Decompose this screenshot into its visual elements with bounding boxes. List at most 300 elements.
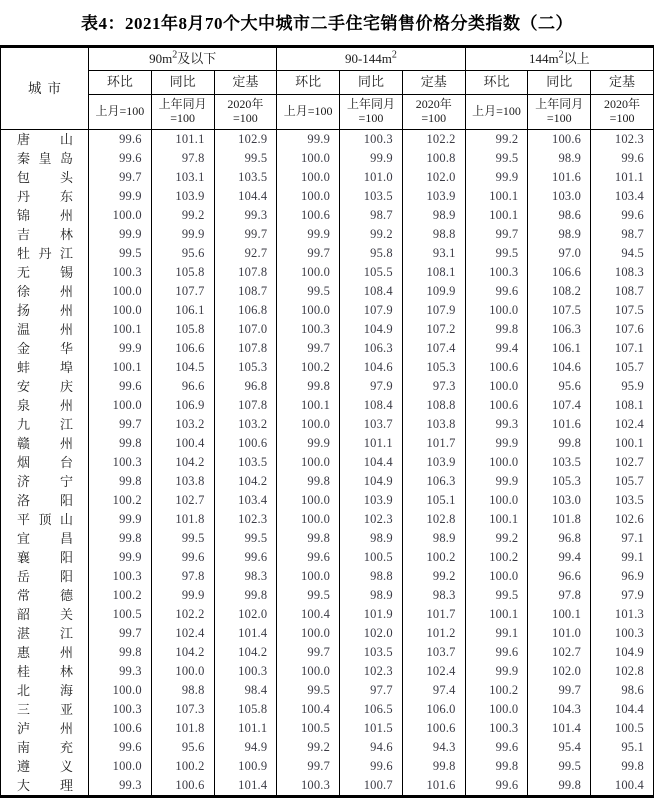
city-cell bbox=[1, 719, 89, 738]
city-cell bbox=[1, 434, 89, 453]
index-value-cell: 100.0 bbox=[465, 491, 528, 510]
city-name: 丹东 bbox=[17, 188, 73, 204]
city-cell bbox=[1, 282, 89, 301]
index-value-cell: 99.8 bbox=[591, 757, 654, 776]
index-value-cell: 100.9 bbox=[214, 757, 277, 776]
city-name: 常德 bbox=[17, 587, 73, 603]
size-group-header: $90-144m^2$ bbox=[277, 47, 465, 71]
index-value-cell: 102.2 bbox=[402, 130, 465, 150]
index-value-cell: 99.6 bbox=[591, 149, 654, 168]
index-value-cell: 99.6 bbox=[465, 282, 528, 301]
index-value-cell: 103.9 bbox=[402, 187, 465, 206]
index-value-cell: 101.3 bbox=[591, 605, 654, 624]
index-value-cell: 99.9 bbox=[89, 225, 152, 244]
city-cell bbox=[1, 776, 89, 797]
index-value-cell: 99.5 bbox=[277, 681, 340, 700]
index-value-cell: 99.9 bbox=[465, 434, 528, 453]
index-value-cell: 99.9 bbox=[277, 225, 340, 244]
table-row bbox=[1, 776, 654, 797]
index-value-cell: 101.0 bbox=[528, 624, 591, 643]
index-value-cell: 99.5 bbox=[277, 282, 340, 301]
index-value-cell: 95.6 bbox=[151, 244, 214, 263]
city-cell bbox=[1, 510, 89, 529]
index-value-cell: 100.0 bbox=[277, 301, 340, 320]
index-value-cell: 103.9 bbox=[340, 491, 403, 510]
city-name: 烟台 bbox=[17, 454, 73, 470]
index-value-cell: 104.2 bbox=[214, 643, 277, 662]
table-row bbox=[1, 662, 654, 681]
index-value-cell: 99.2 bbox=[277, 738, 340, 757]
index-value-cell: 108.7 bbox=[591, 282, 654, 301]
index-value-cell: 100.3 bbox=[465, 263, 528, 282]
index-value-cell: 94.9 bbox=[214, 738, 277, 757]
index-value-cell: 98.9 bbox=[340, 586, 403, 605]
index-value-cell: 99.6 bbox=[214, 548, 277, 567]
table-row bbox=[1, 339, 654, 358]
table-row bbox=[1, 738, 654, 757]
index-value-cell: 98.6 bbox=[591, 681, 654, 700]
index-value-cell: 102.3 bbox=[340, 510, 403, 529]
index-value-cell: 100.2 bbox=[151, 757, 214, 776]
base-period-header: 上月=100 bbox=[89, 95, 152, 130]
index-value-cell: 108.4 bbox=[340, 396, 403, 415]
index-value-cell: 100.0 bbox=[277, 567, 340, 586]
table-row bbox=[1, 263, 654, 282]
city-name: 牡丹江 bbox=[17, 245, 73, 261]
index-value-cell: 103.7 bbox=[340, 415, 403, 434]
index-value-cell: 100.0 bbox=[277, 187, 340, 206]
city-name: 大理 bbox=[17, 777, 73, 793]
index-value-cell: 100.0 bbox=[89, 282, 152, 301]
index-value-cell: 107.8 bbox=[214, 263, 277, 282]
index-value-cell: 103.5 bbox=[340, 643, 403, 662]
city-name: 金华 bbox=[17, 340, 73, 356]
index-value-cell: 100.0 bbox=[277, 149, 340, 168]
index-value-cell: 100.0 bbox=[277, 491, 340, 510]
index-value-cell: 104.2 bbox=[151, 453, 214, 472]
index-value-cell: 94.5 bbox=[591, 244, 654, 263]
index-value-cell: 98.8 bbox=[340, 567, 403, 586]
index-value-cell: 98.4 bbox=[214, 681, 277, 700]
index-value-cell: 98.8 bbox=[402, 225, 465, 244]
table-row bbox=[1, 605, 654, 624]
city-name: 平顶山 bbox=[17, 511, 73, 527]
index-value-cell: 102.4 bbox=[151, 624, 214, 643]
index-value-cell: 93.1 bbox=[402, 244, 465, 263]
index-value-cell: 97.9 bbox=[340, 377, 403, 396]
index-value-cell: 102.3 bbox=[214, 510, 277, 529]
index-value-cell: 100.0 bbox=[277, 624, 340, 643]
table-body bbox=[1, 130, 654, 797]
city-name: 温州 bbox=[17, 321, 73, 337]
index-value-cell: 100.0 bbox=[89, 301, 152, 320]
table-row bbox=[1, 206, 654, 225]
index-value-cell: 107.4 bbox=[402, 339, 465, 358]
metric-header: 环比 bbox=[465, 71, 528, 95]
index-value-cell: 107.3 bbox=[151, 700, 214, 719]
index-value-cell: 100.0 bbox=[89, 206, 152, 225]
city-name: 赣州 bbox=[17, 435, 73, 451]
size-group-header: $144m^2$以上 bbox=[465, 47, 653, 71]
city-cell bbox=[1, 377, 89, 396]
table-row bbox=[1, 377, 654, 396]
table-row bbox=[1, 529, 654, 548]
index-value-cell: 100.6 bbox=[89, 719, 152, 738]
index-value-cell: 100.6 bbox=[214, 434, 277, 453]
index-value-cell: 99.7 bbox=[277, 643, 340, 662]
index-value-cell: 99.1 bbox=[591, 548, 654, 567]
city-name: 包头 bbox=[17, 169, 73, 185]
index-value-cell: 99.6 bbox=[277, 548, 340, 567]
table-row bbox=[1, 681, 654, 700]
city-name: 三亚 bbox=[17, 701, 73, 717]
index-value-cell: 99.8 bbox=[277, 377, 340, 396]
index-value-cell: 100.2 bbox=[465, 681, 528, 700]
index-value-cell: 104.6 bbox=[528, 358, 591, 377]
index-value-cell: 100.3 bbox=[89, 567, 152, 586]
index-value-cell: 99.2 bbox=[402, 567, 465, 586]
index-value-cell: 101.4 bbox=[214, 776, 277, 797]
table-row bbox=[1, 225, 654, 244]
index-value-cell: 101.4 bbox=[214, 624, 277, 643]
index-value-cell: 100.5 bbox=[277, 719, 340, 738]
index-value-cell: 100.5 bbox=[340, 548, 403, 567]
base-period-header: 2020年=100 bbox=[591, 95, 654, 130]
index-value-cell: 104.9 bbox=[340, 320, 403, 339]
city-cell bbox=[1, 548, 89, 567]
city-name: 吉林 bbox=[17, 226, 73, 242]
index-value-cell: 103.5 bbox=[214, 453, 277, 472]
city-name: 锦州 bbox=[17, 207, 73, 223]
index-value-cell: 100.1 bbox=[465, 510, 528, 529]
index-value-cell: 100.1 bbox=[89, 358, 152, 377]
index-value-cell: 107.4 bbox=[528, 396, 591, 415]
index-value-cell: 99.3 bbox=[465, 415, 528, 434]
index-value-cell: 103.9 bbox=[402, 453, 465, 472]
index-value-cell: 99.1 bbox=[465, 624, 528, 643]
index-value-cell: 99.8 bbox=[402, 757, 465, 776]
index-value-cell: 99.8 bbox=[214, 586, 277, 605]
index-value-cell: 104.3 bbox=[528, 700, 591, 719]
index-value-cell: 105.5 bbox=[340, 263, 403, 282]
index-value-cell: 100.1 bbox=[89, 320, 152, 339]
index-value-cell: 96.8 bbox=[528, 529, 591, 548]
index-value-cell: 107.8 bbox=[214, 339, 277, 358]
index-value-cell: 95.6 bbox=[151, 738, 214, 757]
index-value-cell: 102.3 bbox=[340, 662, 403, 681]
city-name: 秦皇岛 bbox=[17, 150, 73, 166]
index-value-cell: 107.5 bbox=[528, 301, 591, 320]
index-value-cell: 100.6 bbox=[528, 130, 591, 150]
city-name: 洛阳 bbox=[17, 492, 73, 508]
index-value-cell: 100.0 bbox=[89, 396, 152, 415]
index-value-cell: 101.1 bbox=[340, 434, 403, 453]
index-value-cell: 100.5 bbox=[591, 719, 654, 738]
index-value-cell: 101.6 bbox=[402, 776, 465, 797]
index-value-cell: 99.6 bbox=[89, 149, 152, 168]
index-value-cell: 102.7 bbox=[528, 643, 591, 662]
index-value-cell: 99.7 bbox=[89, 168, 152, 187]
index-value-cell: 97.8 bbox=[151, 567, 214, 586]
index-value-cell: 103.0 bbox=[528, 491, 591, 510]
index-value-cell: 99.6 bbox=[89, 377, 152, 396]
index-value-cell: 101.6 bbox=[528, 415, 591, 434]
index-value-cell: 104.9 bbox=[340, 472, 403, 491]
base-period-header: 上年同月=100 bbox=[151, 95, 214, 130]
index-value-cell: 99.9 bbox=[151, 586, 214, 605]
city-cell bbox=[1, 605, 89, 624]
index-value-cell: 102.0 bbox=[214, 605, 277, 624]
index-value-cell: 100.0 bbox=[277, 263, 340, 282]
index-value-cell: 99.8 bbox=[89, 529, 152, 548]
table-row bbox=[1, 548, 654, 567]
index-value-cell: 105.1 bbox=[402, 491, 465, 510]
index-value-cell: 108.8 bbox=[402, 396, 465, 415]
city-name: 湛江 bbox=[17, 625, 73, 641]
index-value-cell: 99.6 bbox=[591, 206, 654, 225]
index-value-cell: 107.9 bbox=[402, 301, 465, 320]
metric-header: 定基 bbox=[591, 71, 654, 95]
metric-header: 环比 bbox=[277, 71, 340, 95]
metric-header: 同比 bbox=[340, 71, 403, 95]
table-row bbox=[1, 168, 654, 187]
table-row bbox=[1, 149, 654, 168]
index-value-cell: 106.3 bbox=[402, 472, 465, 491]
index-value-cell: 100.2 bbox=[402, 548, 465, 567]
index-value-cell: 103.0 bbox=[528, 187, 591, 206]
table-row bbox=[1, 624, 654, 643]
index-value-cell: 106.5 bbox=[340, 700, 403, 719]
index-value-cell: 104.4 bbox=[214, 187, 277, 206]
index-value-cell: 97.8 bbox=[151, 149, 214, 168]
table-row bbox=[1, 396, 654, 415]
index-value-cell: 100.3 bbox=[89, 700, 152, 719]
index-value-cell: 99.7 bbox=[89, 624, 152, 643]
index-value-cell: 100.4 bbox=[277, 700, 340, 719]
index-value-cell: 106.6 bbox=[528, 263, 591, 282]
index-value-cell: 106.3 bbox=[528, 320, 591, 339]
index-value-cell: 100.5 bbox=[89, 605, 152, 624]
index-value-cell: 100.1 bbox=[465, 187, 528, 206]
city-name: 桂林 bbox=[17, 663, 73, 679]
index-value-cell: 98.9 bbox=[528, 225, 591, 244]
city-cell bbox=[1, 700, 89, 719]
index-value-cell: 103.2 bbox=[151, 415, 214, 434]
index-value-cell: 99.5 bbox=[214, 149, 277, 168]
index-value-cell: 99.7 bbox=[465, 225, 528, 244]
index-value-cell: 102.4 bbox=[591, 415, 654, 434]
city-name: 唐山 bbox=[17, 131, 73, 147]
table-row bbox=[1, 719, 654, 738]
index-value-cell: 102.2 bbox=[151, 605, 214, 624]
index-value-cell: 100.4 bbox=[151, 434, 214, 453]
index-value-cell: 99.9 bbox=[151, 225, 214, 244]
table-row bbox=[1, 187, 654, 206]
city-name: 蚌埠 bbox=[17, 359, 73, 375]
index-value-cell: 100.0 bbox=[277, 662, 340, 681]
index-value-cell: 105.7 bbox=[591, 358, 654, 377]
index-value-cell: 105.8 bbox=[151, 320, 214, 339]
table-row bbox=[1, 510, 654, 529]
index-value-cell: 98.9 bbox=[340, 529, 403, 548]
base-period-header: 上年同月=100 bbox=[528, 95, 591, 130]
city-cell bbox=[1, 681, 89, 700]
table-row bbox=[1, 472, 654, 491]
city-cell bbox=[1, 643, 89, 662]
index-value-cell: 100.0 bbox=[465, 453, 528, 472]
index-value-cell: 99.7 bbox=[89, 415, 152, 434]
index-value-cell: 100.6 bbox=[402, 719, 465, 738]
city-cell bbox=[1, 415, 89, 434]
metric-header: 定基 bbox=[402, 71, 465, 95]
index-value-cell: 100.0 bbox=[277, 453, 340, 472]
index-value-cell: 97.3 bbox=[402, 377, 465, 396]
index-value-cell: 99.8 bbox=[277, 472, 340, 491]
index-value-cell: 101.1 bbox=[151, 130, 214, 150]
city-cell bbox=[1, 567, 89, 586]
city-cell bbox=[1, 491, 89, 510]
index-value-cell: 97.9 bbox=[591, 586, 654, 605]
index-value-cell: 99.5 bbox=[465, 586, 528, 605]
index-value-cell: 102.7 bbox=[151, 491, 214, 510]
index-value-cell: 101.7 bbox=[402, 605, 465, 624]
index-value-cell: 101.8 bbox=[151, 510, 214, 529]
index-value-cell: 99.4 bbox=[465, 339, 528, 358]
table-row bbox=[1, 700, 654, 719]
index-value-cell: 107.2 bbox=[402, 320, 465, 339]
table-row bbox=[1, 643, 654, 662]
index-value-cell: 105.3 bbox=[528, 472, 591, 491]
city-cell bbox=[1, 187, 89, 206]
index-value-cell: 99.9 bbox=[465, 472, 528, 491]
index-value-cell: 100.3 bbox=[89, 263, 152, 282]
metric-header: 同比 bbox=[151, 71, 214, 95]
index-value-cell: 104.2 bbox=[151, 643, 214, 662]
index-value-cell: 99.6 bbox=[340, 757, 403, 776]
index-value-cell: 100.3 bbox=[465, 719, 528, 738]
city-cell bbox=[1, 757, 89, 776]
table-row bbox=[1, 282, 654, 301]
index-value-cell: 99.7 bbox=[277, 244, 340, 263]
city-cell bbox=[1, 624, 89, 643]
index-value-cell: 102.8 bbox=[591, 662, 654, 681]
city-name: 北海 bbox=[17, 682, 73, 698]
index-value-cell: 98.9 bbox=[402, 529, 465, 548]
index-value-cell: 100.1 bbox=[277, 396, 340, 415]
index-value-cell: 104.5 bbox=[151, 358, 214, 377]
index-value-cell: 102.0 bbox=[340, 624, 403, 643]
index-value-cell: 100.6 bbox=[465, 396, 528, 415]
index-value-cell: 100.7 bbox=[340, 776, 403, 797]
index-value-cell: 99.5 bbox=[214, 529, 277, 548]
city-cell bbox=[1, 339, 89, 358]
index-value-cell: 108.1 bbox=[402, 263, 465, 282]
index-value-cell: 102.0 bbox=[528, 662, 591, 681]
table-row bbox=[1, 586, 654, 605]
index-value-cell: 99.8 bbox=[277, 529, 340, 548]
index-value-cell: 99.6 bbox=[465, 643, 528, 662]
index-value-cell: 99.5 bbox=[465, 149, 528, 168]
city-cell bbox=[1, 396, 89, 415]
city-cell bbox=[1, 662, 89, 681]
base-header-row bbox=[1, 95, 654, 130]
page-title: 表4：2021年8月70个大中城市二手住宅销售价格分类指数（二） bbox=[81, 14, 573, 33]
index-value-cell: 106.8 bbox=[214, 301, 277, 320]
index-value-cell: 101.4 bbox=[528, 719, 591, 738]
metric-header: 同比 bbox=[528, 71, 591, 95]
index-value-cell: 99.8 bbox=[465, 320, 528, 339]
index-value-cell: 103.4 bbox=[591, 187, 654, 206]
table-row bbox=[1, 320, 654, 339]
index-value-cell: 99.9 bbox=[277, 130, 340, 150]
index-value-cell: 99.5 bbox=[89, 244, 152, 263]
index-value-cell: 99.9 bbox=[89, 187, 152, 206]
index-value-cell: 104.9 bbox=[591, 643, 654, 662]
index-value-cell: 99.2 bbox=[340, 225, 403, 244]
index-value-cell: 100.4 bbox=[277, 605, 340, 624]
city-name: 惠州 bbox=[17, 644, 73, 660]
city-cell bbox=[1, 244, 89, 263]
index-value-cell: 100.6 bbox=[151, 776, 214, 797]
city-cell bbox=[1, 738, 89, 757]
index-value-cell: 103.2 bbox=[214, 415, 277, 434]
table-row bbox=[1, 130, 654, 150]
index-value-cell: 98.3 bbox=[214, 567, 277, 586]
index-value-cell: 99.2 bbox=[465, 130, 528, 150]
index-value-cell: 99.7 bbox=[214, 225, 277, 244]
city-cell bbox=[1, 263, 89, 282]
index-value-cell: 103.5 bbox=[528, 453, 591, 472]
table-row bbox=[1, 358, 654, 377]
city-name: 南充 bbox=[17, 739, 73, 755]
base-period-header: 2020年=100 bbox=[402, 95, 465, 130]
city-cell bbox=[1, 472, 89, 491]
metric-header: 环比 bbox=[89, 71, 152, 95]
index-value-cell: 99.9 bbox=[277, 434, 340, 453]
index-value-cell: 105.3 bbox=[402, 358, 465, 377]
index-value-cell: 100.3 bbox=[277, 320, 340, 339]
metric-header-row bbox=[1, 71, 654, 95]
index-value-cell: 100.0 bbox=[465, 301, 528, 320]
index-value-cell: 99.8 bbox=[89, 434, 152, 453]
index-value-cell: 102.3 bbox=[591, 130, 654, 150]
city-cell bbox=[1, 358, 89, 377]
city-name: 扬州 bbox=[17, 302, 73, 318]
index-value-cell: 100.2 bbox=[465, 548, 528, 567]
index-value-cell: 98.9 bbox=[528, 149, 591, 168]
index-value-cell: 97.7 bbox=[340, 681, 403, 700]
city-name: 韶关 bbox=[17, 606, 73, 622]
city-cell bbox=[1, 206, 89, 225]
index-value-cell: 101.6 bbox=[528, 168, 591, 187]
index-value-cell: 96.6 bbox=[151, 377, 214, 396]
index-value-cell: 95.6 bbox=[528, 377, 591, 396]
index-value-cell: 99.8 bbox=[528, 434, 591, 453]
index-value-cell: 99.5 bbox=[151, 529, 214, 548]
base-period-header: 2020年=100 bbox=[214, 95, 277, 130]
index-value-cell: 95.1 bbox=[591, 738, 654, 757]
base-period-header: 上月=100 bbox=[465, 95, 528, 130]
index-value-cell: 98.3 bbox=[402, 586, 465, 605]
index-value-cell: 106.3 bbox=[340, 339, 403, 358]
index-value-cell: 101.5 bbox=[340, 719, 403, 738]
city-name: 无锡 bbox=[17, 264, 73, 280]
index-value-cell: 99.2 bbox=[465, 529, 528, 548]
index-value-cell: 108.3 bbox=[591, 263, 654, 282]
index-value-cell: 105.7 bbox=[591, 472, 654, 491]
index-value-cell: 100.6 bbox=[277, 206, 340, 225]
index-value-cell: 99.5 bbox=[528, 757, 591, 776]
